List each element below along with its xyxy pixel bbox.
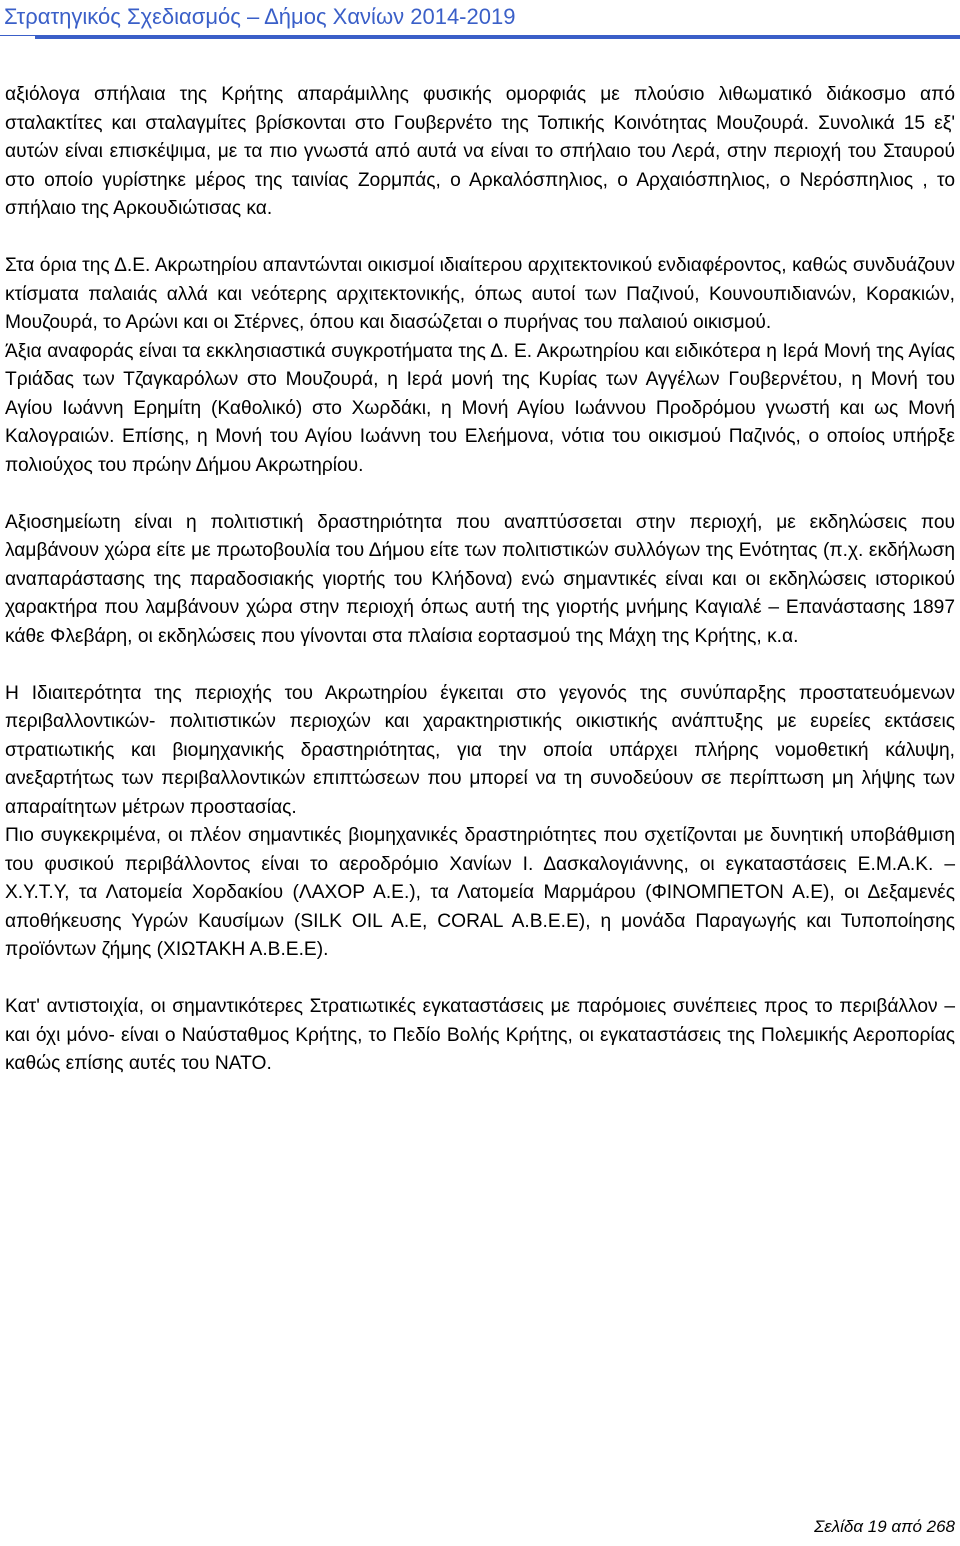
paragraph-spacer [5, 965, 955, 994]
paragraph-industrial-activities: Πιο συγκεκριμένα, οι πλέον σημαντικές βιομηχανικές δραστηριότητες που σχετίζονται με δυνητική υποβάθμιση του φυσικού περιβάλλοντος είναι το αεροδρόμιο Χανίων Ι. Δασκαλογιάννης, οι εγκαταστάσεις Ε.Μ.Α.Κ. – Χ.Υ.Τ.Υ, τα Λατομεία Χορδακίου (ΛΑΧΟΡ Α.Ε.), τα Λατομεία Μαρμάρου (ΦΙΝΟΜΠΕΤΟΝ Α.Ε), οι Δεξαμενές αποθήκευσης Υγρών Καυσίμων (SILK OIL A.E, CORAL A.B.E.E), η μονάδα Παραγωγής και Τυποποίησης προϊόντων ζήμης (ΧΙΩΤΑΚΗ Α.Β.Ε.Ε). [5, 825, 955, 960]
paragraph-monasteries: Άξια αναφοράς είναι τα εκκλησιαστικά συγκροτήματα της Δ. Ε. Ακρωτηρίου και ειδικότερα η Ιερά Μονή της Αγίας Τριάδας των Τζαγκαρόλων στο Μουζουρά, η Ιερά μονή της Κυρίας των Αγγέλων Γουβερνέτου, η Μονή του Αγίου Ιωάννη Ερημίτη (Καθολικό) στο Χωρδάκι, η Μονή Αγίου Ιωάννου Προδρόμου γνωστή και ως Μονή Καλογραιών. Επίσης, η Μονή του Αγίου Ιωάννη του Ελεήμονα, νότια του οικισμού Παζινός, ο οποίος υπήρξε πολιούχος του πρώην Δήμου Ακρωτηρίου. [5, 340, 955, 476]
paragraph-spacer [5, 224, 955, 253]
paragraph-caves: αξιόλογα σπήλαια της Κρήτης απαράμιλλης φυσικής ομορφιάς με πλούσιο λιθωματικό διάκοσμο από σταλακτίτες και σταλαγμίτες βρίσκονται στο Γουβερνέτο της Τοπικής Κοινότητας Μουζουρά. Συνολικά 15 εξ' αυτών είναι επισκέψιμα, με τα πιο γνωστά από αυτά να είναι το σπήλαιο του Λερά, στην περιοχή του Σταυρού στο οποίο γυρίστηκε μέρος της ταινίας Ζορμπάς, ο Αρκαλόσπηλιος, ο Αρχαιόσπηλιος, ο Νερόσπηλιος , το σπήλαιο της Αρκουδιώτισας κα. [5, 84, 955, 219]
paragraph-spacer [5, 480, 955, 509]
paragraph-area-particularity: Η Ιδιαιτερότητα της περιοχής του Ακρωτηρίου έγκειται στο γεγονός της συνύπαρξης προστατευόμενων περιβαλλοντικών- πολιτιστικών περιοχών και χαρακτηριστικής οικιστικής ανάπτυξης με ευρείες εκτάσεις στρατιωτικής και βιομηχανικής δραστηριότητας, για την οποία υπάρχει πλήρης νομοθετική κάλυψη, ανεξαρτήτως των περιβαλλοντικών επιπτώσεων που μπορεί να τη συνοδεύουν σε περίπτωση μη λήψης των απαραίτητων μέτρων προστασίας. [5, 682, 955, 818]
paragraph-military-facilities: Κατ' αντιστοιχία, οι σημαντικότερες Στρατιωτικές εγκαταστάσεις με παρόμοιες συνέπειες προς το περιβάλλον – και όχι μόνο- είναι ο Ναύσταθμος Κρήτης, το Πεδίο Βολής Κρήτης, οι εγκαταστάσεις της Πολεμικής Αεροπορίας καθώς επίσης αυτές του ΝΑΤΟ. [5, 996, 955, 1074]
paragraph-cultural-activity: Αξιοσημείωτη είναι η πολιτιστική δραστηριότητα που αναπτύσσεται στην περιοχή, με εκδηλώσεις που λαμβάνουν χώρα είτε με πρωτοβουλία του Δήμου είτε των πολιτιστικών συλλόγων της Ενότητας (π.χ. εκδήλωση αναπαράστασης της παραδοσιακής γιορτής του Κλήδονα) ενώ σημαντικές είναι και οι εκδηλώσεις ιστορικού χαρακτήρα που λαμβάνουν χώρα στην περιοχή όπως αυτή της γιορτής μνήμης Καγιαλέ – Επανάστασης 1897 κάθε Φλεβάρη, οι εκδηλώσεις που γίνονται στα πλαίσια εορτασμού της Μάχη της Κρήτης, κ.α. [5, 511, 955, 647]
page-number: Σελίδα 19 από 268 [814, 1517, 955, 1536]
header-rule-thick [35, 36, 960, 39]
document-body [5, 81, 955, 1079]
page-header [0, 0, 960, 38]
paragraph-spacer [5, 651, 955, 680]
paragraph-settlements: Στα όρια της Δ.Ε. Ακρωτηρίου απαντώνται οικισμοί ιδιαίτερου αρχιτεκτονικού ενδιαφέροντος, καθώς συνδυάζουν κτίσματα παλαιάς αλλά και νεότερης αρχιτεκτονικής, όπως αυτοί των Παζινού, Κουνουπιδιανών, Κορακιών, Μουζουρά, το Αρώνι και οι Στέρνες, όπου και διασώζεται ο πυρήνας του παλαιού οικισμού. [5, 255, 955, 333]
document-title: Στρατηγικός Σχεδιασμός – Δήμος Χανίων 2014-2019 [4, 4, 516, 29]
